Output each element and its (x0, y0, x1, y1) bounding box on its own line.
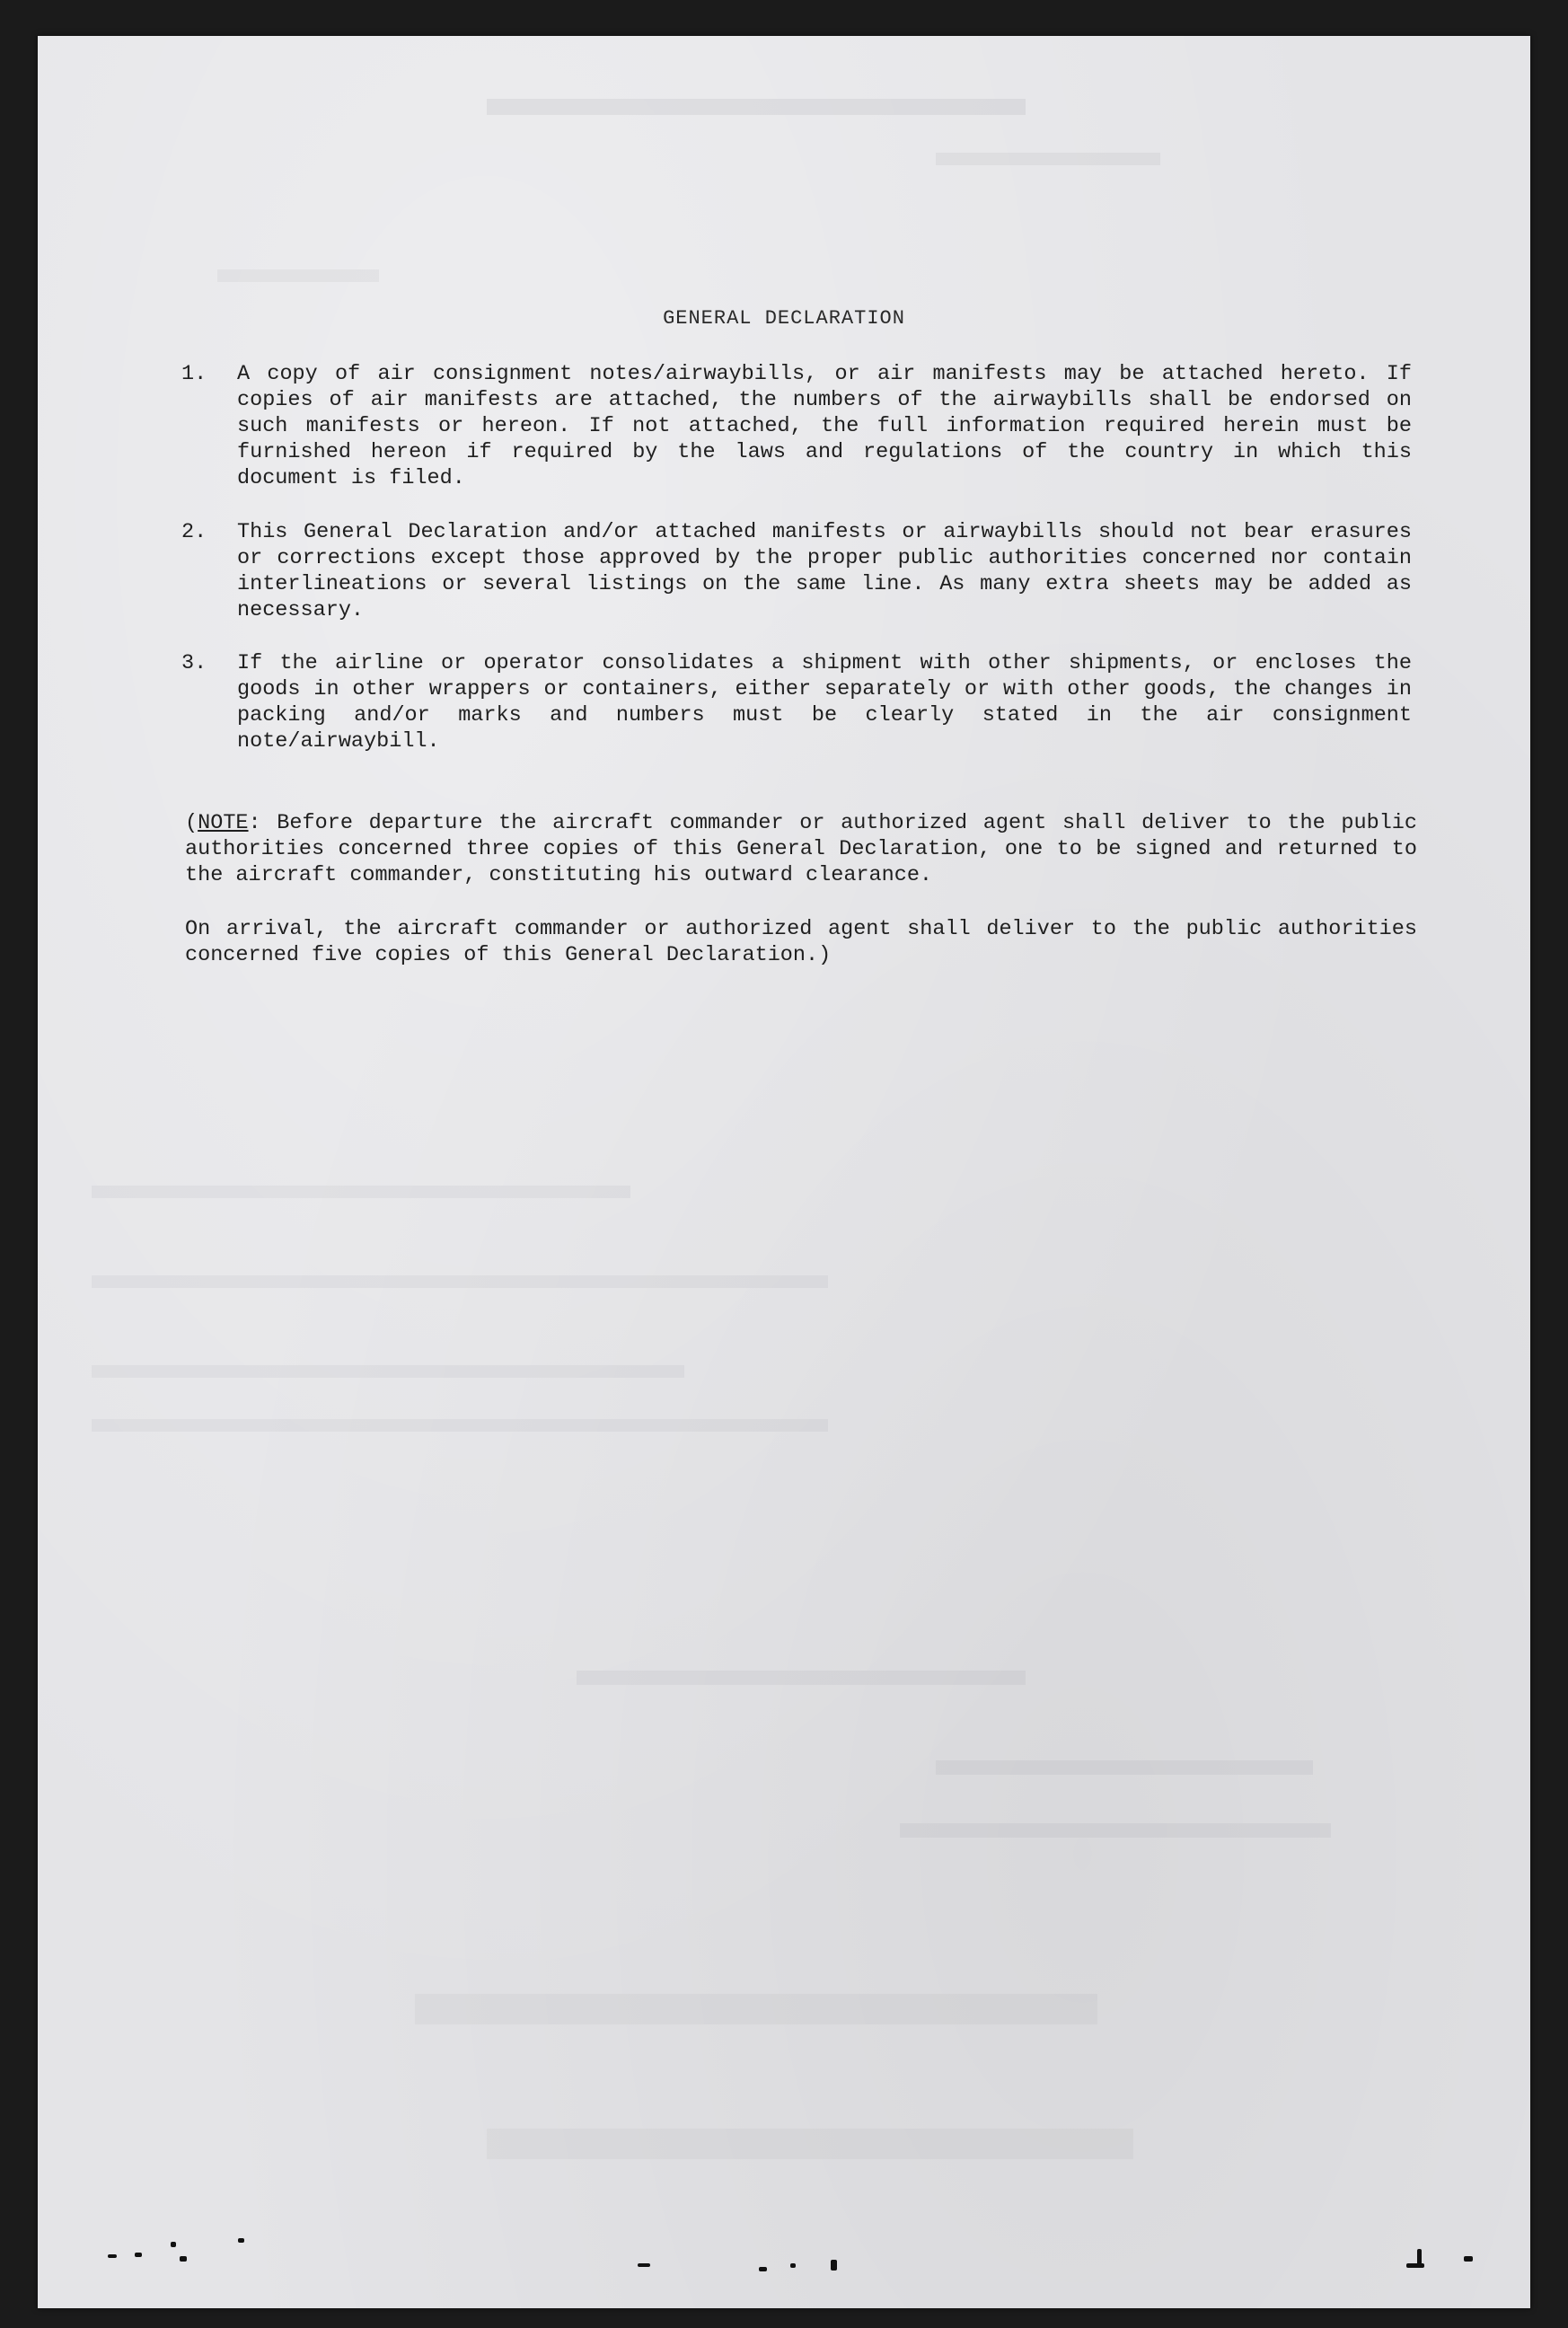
list-item-number: 3. (181, 651, 207, 675)
bleed-through-mark (900, 1823, 1331, 1838)
document-page (38, 36, 1530, 2308)
scan-speck (135, 2253, 142, 2257)
list-item (181, 519, 1412, 623)
bleed-through-mark (415, 1994, 1097, 2024)
scan-speck (790, 2263, 796, 2268)
scan-speck (759, 2267, 767, 2271)
scan-speck (1406, 2263, 1424, 2268)
bleed-through-mark (92, 1419, 828, 1432)
list-item (181, 650, 1412, 754)
list-item-text: If the airline or operator consolidates a shipment with other shipments, or encloses the goods in other wrappers or containers, either separately or with other goods, the changes in packing and/or marks and numbers must be clearly stated in the air consignment note/airwaybill. (237, 651, 1412, 754)
arrival-paragraph: On arrival, the aircraft commander or authorized agent shall deliver to the public authorities concerned five copies of this General Declaration.) (185, 917, 1417, 967)
bleed-through-mark (92, 1365, 684, 1378)
scan-speck (238, 2238, 244, 2243)
note-label: NOTE (198, 811, 249, 835)
page-title: GENERAL DECLARATION (663, 307, 905, 330)
list-item-text: This General Declaration and/or attached manifests or airwaybills should not bear erasures or corrections except those approved by the proper public authorities concerned nor contain interlineations or several listings on the same line. As many extra sheets may be added as necessary. (237, 520, 1412, 622)
list-item (181, 361, 1412, 491)
bleed-through-mark (577, 1671, 1026, 1685)
list-item-text: A copy of air consignment notes/airwaybills, or air manifests may be attached hereto. If copies of air manifests are attached, the numbers of the airwaybills shall be endorsed on such manifests or hereon. If not attached, the full information required herein must be furnished hereon if required by the laws and regulations of the country in which this document is filed. (237, 362, 1412, 490)
scan-speck (108, 2254, 117, 2258)
scan-speck (638, 2263, 650, 2267)
bleed-through-mark (487, 2129, 1133, 2159)
list-item-number: 2. (181, 520, 207, 544)
bleed-through-mark (936, 1760, 1313, 1775)
bleed-through-mark (92, 1275, 828, 1288)
scan-speck (1417, 2249, 1422, 2265)
scan-speck (1464, 2256, 1473, 2262)
bleed-through-mark (217, 269, 379, 282)
bleed-through-mark (92, 1186, 630, 1198)
scan-speck (831, 2260, 837, 2271)
scan-speck (171, 2242, 176, 2247)
scan-speck (180, 2256, 187, 2262)
bleed-through-mark (487, 99, 1026, 115)
list-item-number: 1. (181, 362, 207, 386)
note-text: : Before departure the aircraft commander or authorized agent shall deliver to the public authorities concerned three copies of this General Declaration, one to be signed and returned to the aircraft commander, constituting his outward clearance. (185, 811, 1417, 887)
note-paragraph (185, 810, 1417, 888)
bleed-through-mark (936, 153, 1160, 165)
note-open-paren: ( (185, 811, 198, 835)
